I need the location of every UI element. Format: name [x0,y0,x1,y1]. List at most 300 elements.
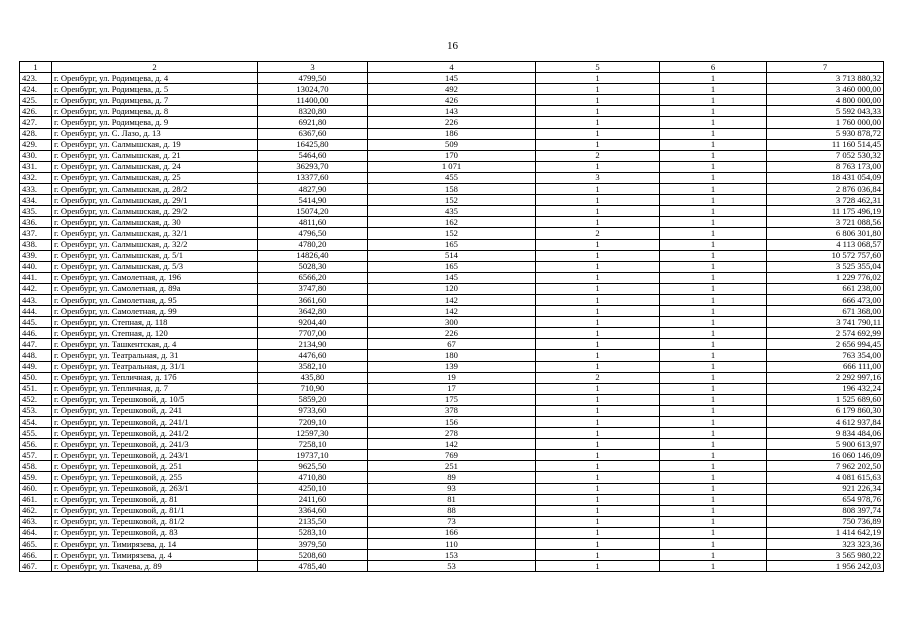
cell-address: г. Оренбург, ул. Театральная, д. 31 [52,350,258,361]
cell-area: 3979,50 [258,539,368,550]
column-header-7: 7 [767,62,884,73]
cell-col-5-value: 1 [536,550,660,561]
cell-area: 3747,80 [258,283,368,294]
cell-area: 4476,60 [258,350,368,361]
cell-col-5-value: 1 [536,161,660,172]
cell-amount: 7 962 202,50 [767,461,884,472]
cell-area: 4796,50 [258,228,368,239]
cell-row-number: 461. [20,494,52,505]
cell-address: г. Оренбург, ул. Салмышская, д. 32/2 [52,239,258,250]
table-row [20,73,884,84]
table-row [20,394,884,405]
cell-area: 14826,40 [258,250,368,261]
table-row [20,339,884,350]
cell-col-6-value: 1 [660,417,767,428]
cell-area: 5414,90 [258,195,368,206]
cell-col-5-value: 1 [536,206,660,217]
cell-col-5-value: 1 [536,84,660,95]
cell-residents: 67 [368,339,536,350]
cell-address: г. Оренбург, ул. Родимцева, д. 7 [52,95,258,106]
cell-col-5-value: 1 [536,505,660,516]
cell-col-6-value: 1 [660,128,767,139]
cell-col-6-value: 1 [660,483,767,494]
cell-address: г. Оренбург, ул. Самолетная, д. 99 [52,306,258,317]
cell-amount: 6 806 301,80 [767,228,884,239]
cell-col-6-value: 1 [660,184,767,195]
cell-col-6-value: 1 [660,494,767,505]
cell-row-number: 453. [20,405,52,416]
cell-col-5-value: 1 [536,472,660,483]
cell-amount: 5 592 043,33 [767,106,884,117]
cell-col-6-value: 1 [660,172,767,183]
cell-row-number: 431. [20,161,52,172]
cell-address: г. Оренбург, ул. Родимцева, д. 5 [52,84,258,95]
cell-residents: 153 [368,550,536,561]
cell-area: 710,90 [258,383,368,394]
cell-address: г. Оренбург, ул. Терешковой, д. 243/1 [52,450,258,461]
cell-row-number: 442. [20,283,52,294]
table-row [20,494,884,505]
cell-row-number: 448. [20,350,52,361]
cell-col-6-value: 1 [660,450,767,461]
cell-address: г. Оренбург, ул. Салмышская, д. 32/1 [52,228,258,239]
cell-residents: 166 [368,527,536,538]
cell-address: г. Оренбург, ул. Родимцева, д. 9 [52,117,258,128]
cell-address: г. Оренбург, ул. Терешковой, д. 263/1 [52,483,258,494]
cell-col-6-value: 1 [660,228,767,239]
cell-col-5-value: 1 [536,239,660,250]
cell-area: 4799,50 [258,73,368,84]
cell-amount: 3 741 790,11 [767,317,884,328]
cell-col-6-value: 1 [660,461,767,472]
cell-area: 7209,10 [258,417,368,428]
column-header-3: 3 [258,62,368,73]
cell-area: 9625,50 [258,461,368,472]
cell-residents: 17 [368,383,536,394]
cell-address: г. Оренбург, ул. Терешковой, д. 255 [52,472,258,483]
table-row [20,128,884,139]
cell-amount: 11 160 514,45 [767,139,884,150]
cell-address: г. Оренбург, ул. Самолетная, д. 196 [52,272,258,283]
cell-residents: 1 071 [368,161,536,172]
cell-area: 7707,00 [258,328,368,339]
table-row [20,505,884,516]
cell-col-6-value: 1 [660,527,767,538]
cell-area: 5208,60 [258,550,368,561]
cell-residents: 81 [368,494,536,505]
cell-address: г. Оренбург, ул. Салмышская, д. 5/3 [52,261,258,272]
cell-col-6-value: 1 [660,139,767,150]
cell-amount: 6 179 860,30 [767,405,884,416]
cell-residents: 142 [368,294,536,305]
column-number-row [20,62,884,73]
cell-residents: 89 [368,472,536,483]
cell-col-5-value: 1 [536,394,660,405]
cell-col-6-value: 1 [660,73,767,84]
column-header-6: 6 [660,62,767,73]
table-row [20,317,884,328]
cell-amount: 3 565 980,22 [767,550,884,561]
cell-row-number: 434. [20,195,52,206]
cell-row-number: 443. [20,294,52,305]
cell-address: г. Оренбург, ул. С. Лазо, д. 13 [52,128,258,139]
table-row [20,195,884,206]
cell-col-6-value: 1 [660,272,767,283]
cell-col-6-value: 1 [660,361,767,372]
cell-col-6-value: 1 [660,516,767,527]
cell-residents: 509 [368,139,536,150]
cell-area: 4710,80 [258,472,368,483]
cell-col-5-value: 1 [536,439,660,450]
cell-row-number: 457. [20,450,52,461]
cell-row-number: 452. [20,394,52,405]
cell-area: 2134,90 [258,339,368,350]
cell-amount: 2 656 994,45 [767,339,884,350]
cell-area: 13024,70 [258,84,368,95]
cell-col-6-value: 1 [660,195,767,206]
table-row [20,516,884,527]
cell-residents: 120 [368,283,536,294]
cell-amount: 3 721 088,56 [767,217,884,228]
cell-address: г. Оренбург, ул. Салмышская, д. 29/2 [52,206,258,217]
cell-amount: 11 175 496,19 [767,206,884,217]
cell-residents: 278 [368,428,536,439]
cell-address: г. Оренбург, ул. Терешковой, д. 81/2 [52,516,258,527]
cell-col-5-value: 1 [536,405,660,416]
cell-col-6-value: 1 [660,350,767,361]
cell-area: 11400,00 [258,95,368,106]
cell-residents: 455 [368,172,536,183]
cell-col-6-value: 1 [660,428,767,439]
cell-col-6-value: 1 [660,206,767,217]
cell-col-5-value: 1 [536,483,660,494]
cell-col-6-value: 1 [660,250,767,261]
table-row [20,84,884,95]
cell-area: 12597,30 [258,428,368,439]
cell-col-6-value: 1 [660,561,767,572]
cell-address: г. Оренбург, ул. Салмышская, д. 24 [52,161,258,172]
cell-amount: 1 414 642,19 [767,527,884,538]
cell-row-number: 427. [20,117,52,128]
cell-col-6-value: 1 [660,106,767,117]
cell-amount: 10 572 757,60 [767,250,884,261]
cell-row-number: 460. [20,483,52,494]
cell-row-number: 459. [20,472,52,483]
cell-col-6-value: 1 [660,505,767,516]
cell-col-6-value: 1 [660,372,767,383]
cell-amount: 3 460 000,00 [767,84,884,95]
cell-row-number: 463. [20,516,52,527]
cell-area: 4827,90 [258,184,368,195]
cell-address: г. Оренбург, ул. Тепличная, д. 17б [52,372,258,383]
cell-address: г. Оренбург, ул. Тимирязева, д. 14 [52,539,258,550]
cell-col-5-value: 3 [536,172,660,183]
column-header-5: 5 [536,62,660,73]
cell-area: 2411,60 [258,494,368,505]
cell-residents: 93 [368,483,536,494]
cell-row-number: 458. [20,461,52,472]
cell-col-5-value: 1 [536,328,660,339]
cell-amount: 7 052 530,32 [767,150,884,161]
cell-area: 15074,20 [258,206,368,217]
cell-col-5-value: 1 [536,317,660,328]
cell-address: г. Оренбург, ул. Ташкентская, д. 4 [52,339,258,350]
cell-col-5-value: 1 [536,527,660,538]
cell-row-number: 467. [20,561,52,572]
cell-row-number: 456. [20,439,52,450]
cell-row-number: 465. [20,539,52,550]
cell-amount: 1 760 000,00 [767,117,884,128]
cell-row-number: 439. [20,250,52,261]
table-row [20,550,884,561]
cell-amount: 666 473,00 [767,294,884,305]
cell-address: г. Оренбург, ул. Салмышская, д. 29/1 [52,195,258,206]
cell-row-number: 455. [20,428,52,439]
cell-col-6-value: 1 [660,317,767,328]
cell-residents: 110 [368,539,536,550]
table-row [20,272,884,283]
cell-address: г. Оренбург, ул. Родимцева, д. 4 [52,73,258,84]
cell-amount: 9 834 484,06 [767,428,884,439]
cell-address: г. Оренбург, ул. Тепличная, д. 7 [52,383,258,394]
cell-amount: 671 368,00 [767,306,884,317]
cell-amount: 3 525 355,04 [767,261,884,272]
table-row [20,106,884,117]
cell-col-5-value: 1 [536,261,660,272]
cell-col-5-value: 1 [536,539,660,550]
cell-col-6-value: 1 [660,383,767,394]
table-row [20,139,884,150]
cell-row-number: 433. [20,184,52,195]
cell-area: 6921,80 [258,117,368,128]
cell-residents: 53 [368,561,536,572]
cell-row-number: 450. [20,372,52,383]
cell-col-6-value: 1 [660,283,767,294]
cell-residents: 165 [368,239,536,250]
cell-col-5-value: 2 [536,372,660,383]
cell-col-6-value: 1 [660,294,767,305]
cell-residents: 139 [368,361,536,372]
cell-amount: 1 525 689,60 [767,394,884,405]
cell-amount: 196 432,24 [767,383,884,394]
cell-address: г. Оренбург, ул. Терешковой, д. 241/3 [52,439,258,450]
column-header-2: 2 [52,62,258,73]
cell-residents: 165 [368,261,536,272]
cell-address: г. Оренбург, ул. Терешковой, д. 241/2 [52,428,258,439]
cell-residents: 162 [368,217,536,228]
cell-residents: 142 [368,439,536,450]
table-row [20,539,884,550]
column-header-4: 4 [368,62,536,73]
cell-amount: 8 763 173,00 [767,161,884,172]
cell-col-5-value: 1 [536,128,660,139]
cell-area: 5464,60 [258,150,368,161]
cell-col-5-value: 1 [536,361,660,372]
table-row [20,217,884,228]
cell-address: г. Оренбург, ул. Терешковой, д. 81/1 [52,505,258,516]
cell-col-5-value: 1 [536,494,660,505]
cell-area: 9733,60 [258,405,368,416]
cell-area: 4785,40 [258,561,368,572]
cell-col-5-value: 1 [536,294,660,305]
cell-area: 435,80 [258,372,368,383]
table-row [20,417,884,428]
cell-col-5-value: 1 [536,106,660,117]
table-row [20,172,884,183]
table-row [20,527,884,538]
cell-col-5-value: 1 [536,428,660,439]
cell-amount: 654 978,76 [767,494,884,505]
cell-col-6-value: 1 [660,339,767,350]
cell-row-number: 437. [20,228,52,239]
cell-row-number: 432. [20,172,52,183]
table-row [20,383,884,394]
table-row [20,184,884,195]
cell-area: 7258,10 [258,439,368,450]
cell-address: г. Оренбург, ул. Салмышская, д. 30 [52,217,258,228]
cell-row-number: 445. [20,317,52,328]
cell-amount: 2 292 997,16 [767,372,884,383]
cell-address: г. Оренбург, ул. Степная, д. 120 [52,328,258,339]
cell-address: г. Оренбург, ул. Терешковой, д. 241 [52,405,258,416]
cell-address: г. Оренбург, ул. Терешковой, д. 83 [52,527,258,538]
table-row [20,228,884,239]
cell-col-5-value: 1 [536,283,660,294]
table-row [20,294,884,305]
cell-col-6-value: 1 [660,472,767,483]
cell-address: г. Оренбург, ул. Терешковой, д. 241/1 [52,417,258,428]
cell-row-number: 438. [20,239,52,250]
cell-col-5-value: 1 [536,139,660,150]
cell-address: г. Оренбург, ул. Салмышская, д. 5/1 [52,250,258,261]
cell-row-number: 440. [20,261,52,272]
cell-row-number: 424. [20,84,52,95]
cell-amount: 4 612 937,84 [767,417,884,428]
table-row [20,161,884,172]
cell-address: г. Оренбург, ул. Терешковой, д. 81 [52,494,258,505]
cell-row-number: 435. [20,206,52,217]
cell-col-6-value: 1 [660,150,767,161]
cell-address: г. Оренбург, ул. Терешковой, д. 10/5 [52,394,258,405]
cell-amount: 763 354,00 [767,350,884,361]
cell-amount: 661 238,00 [767,283,884,294]
cell-area: 4811,60 [258,217,368,228]
cell-amount: 1 956 242,03 [767,561,884,572]
cell-residents: 145 [368,272,536,283]
cell-residents: 186 [368,128,536,139]
cell-address: г. Оренбург, ул. Родимцева, д. 8 [52,106,258,117]
cell-residents: 378 [368,405,536,416]
cell-row-number: 466. [20,550,52,561]
cell-col-6-value: 1 [660,84,767,95]
cell-row-number: 447. [20,339,52,350]
cell-address: г. Оренбург, ул. Самолетная, д. 95 [52,294,258,305]
table-row [20,95,884,106]
cell-area: 19737,10 [258,450,368,461]
cell-address: г. Оренбург, ул. Салмышская, д. 25 [52,172,258,183]
cell-amount: 666 111,00 [767,361,884,372]
cell-col-5-value: 1 [536,195,660,206]
column-header-1: 1 [20,62,52,73]
cell-residents: 145 [368,73,536,84]
cell-col-5-value: 1 [536,561,660,572]
cell-residents: 226 [368,117,536,128]
cell-col-6-value: 1 [660,217,767,228]
table-row [20,439,884,450]
cell-col-5-value: 1 [536,350,660,361]
cell-address: г. Оренбург, ул. Салмышская, д. 21 [52,150,258,161]
cell-col-6-value: 1 [660,261,767,272]
table-row [20,472,884,483]
table-row [20,117,884,128]
cell-row-number: 462. [20,505,52,516]
cell-col-5-value: 1 [536,516,660,527]
cell-col-5-value: 1 [536,217,660,228]
table-row [20,483,884,494]
cell-col-5-value: 1 [536,272,660,283]
cell-amount: 808 397,74 [767,505,884,516]
table-row [20,405,884,416]
cell-row-number: 464. [20,527,52,538]
cell-col-5-value: 1 [536,250,660,261]
cell-col-6-value: 1 [660,95,767,106]
cell-col-5-value: 1 [536,95,660,106]
cell-residents: 426 [368,95,536,106]
cell-row-number: 436. [20,217,52,228]
cell-area: 13377,60 [258,172,368,183]
cell-row-number: 454. [20,417,52,428]
cell-col-5-value: 1 [536,461,660,472]
cell-area: 3364,60 [258,505,368,516]
cell-amount: 2 876 036,84 [767,184,884,195]
table-row [20,350,884,361]
cell-amount: 16 060 146,09 [767,450,884,461]
cell-amount: 921 226,34 [767,483,884,494]
table-row [20,450,884,461]
cell-amount: 4 081 615,63 [767,472,884,483]
cell-col-6-value: 1 [660,117,767,128]
cell-address: г. Оренбург, ул. Салмышская, д. 19 [52,139,258,150]
cell-area: 16425,80 [258,139,368,150]
cell-address: г. Оренбург, ул. Тимирязева, д. 4 [52,550,258,561]
cell-col-5-value: 1 [536,450,660,461]
cell-area: 6566,20 [258,272,368,283]
cell-row-number: 429. [20,139,52,150]
cell-row-number: 426. [20,106,52,117]
cell-residents: 492 [368,84,536,95]
cell-residents: 180 [368,350,536,361]
cell-address: г. Оренбург, ул. Самолетная, д. 89а [52,283,258,294]
cell-residents: 73 [368,516,536,527]
cell-residents: 300 [368,317,536,328]
cell-area: 2135,50 [258,516,368,527]
cell-amount: 4 800 000,00 [767,95,884,106]
cell-col-6-value: 1 [660,239,767,250]
cell-row-number: 428. [20,128,52,139]
cell-col-6-value: 1 [660,161,767,172]
cell-row-number: 430. [20,150,52,161]
table-row [20,283,884,294]
cell-col-6-value: 1 [660,439,767,450]
housing-register-table [19,61,884,572]
table-row [20,206,884,217]
cell-amount: 1 229 776,02 [767,272,884,283]
cell-amount: 3 713 880,32 [767,73,884,84]
cell-col-6-value: 1 [660,539,767,550]
cell-row-number: 425. [20,95,52,106]
cell-residents: 19 [368,372,536,383]
cell-row-number: 446. [20,328,52,339]
